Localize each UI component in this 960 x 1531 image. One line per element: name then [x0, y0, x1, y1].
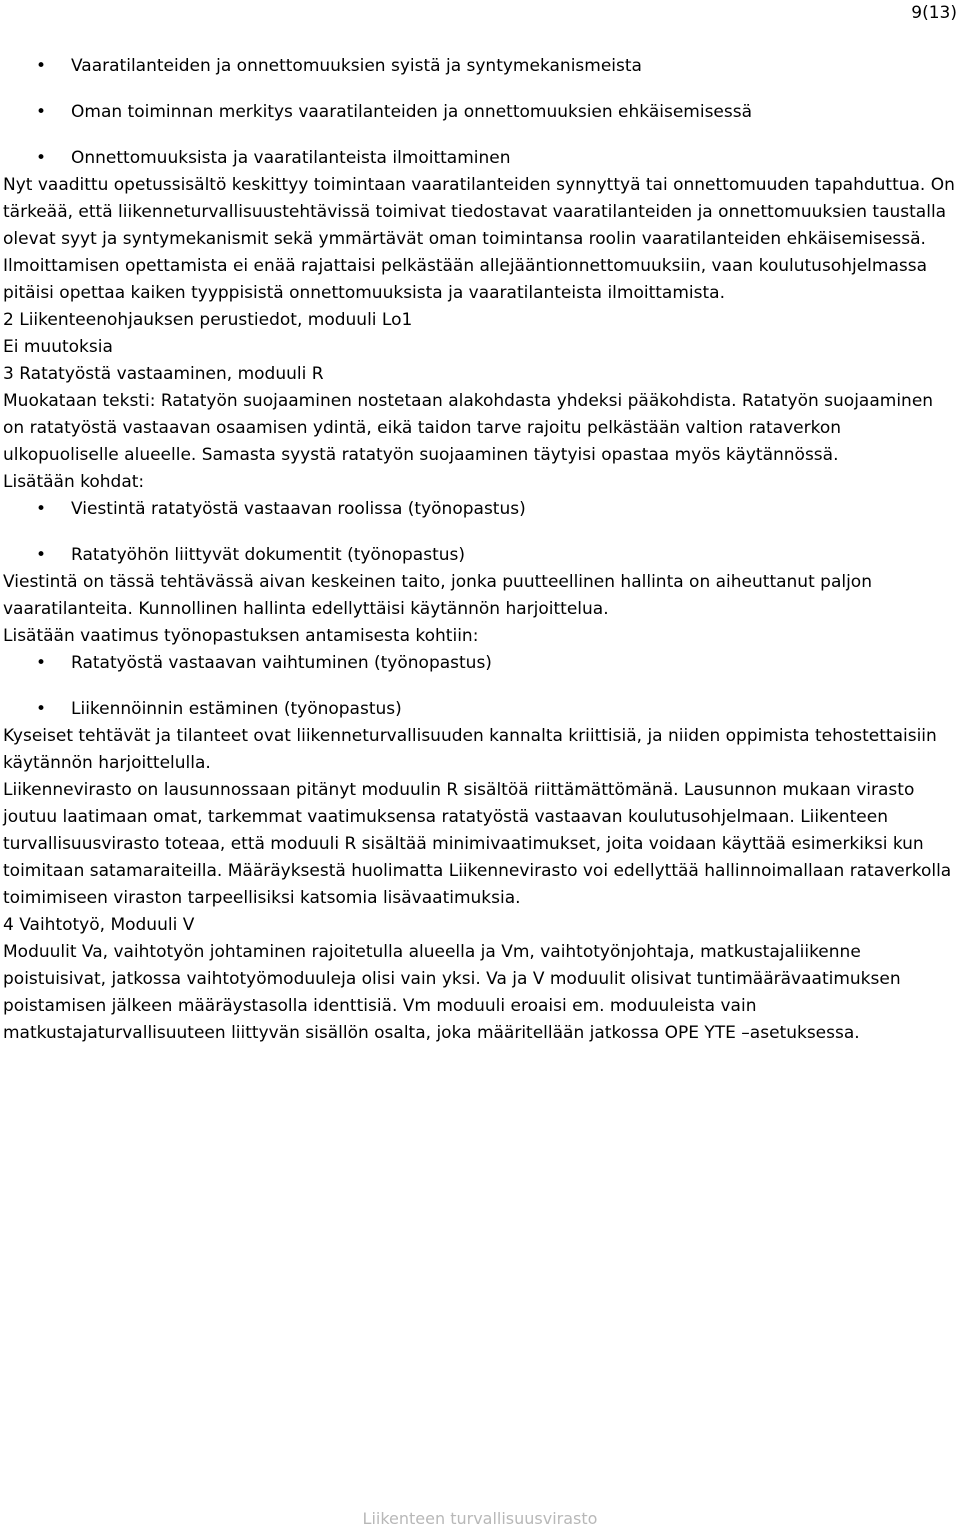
- paragraph-liikennevirasto-statement: Liikennevirasto on lausunnossaan pitänyt moduulin R sisältöä riittämättömänä. Lausunnon mukaan virasto joutuu laatimaan omat, tarkemmat vaatimuksensa ratatyöstä vastaavan koulutusohjelmaan. Liikenteen turvallisuusvirasto toteaa, että moduuli R sisältää minimivaatimukset, joita voidaan käyttää esimerkiksi kun toimitaan satamaraiteilla. Määräyksestä huolimatta Liikennevirasto voi edellyttää hallinnoimallaan rataverkolla toimimiseen viraston tarpeellisiksi katsomia lisävaatimuksia.: [3, 780, 952, 908]
- page-number: 9(13): [911, 3, 957, 23]
- list-item-text: Oman toiminnan merkitys vaaratilanteiden ja onnettomuuksien ehkäisemisessä: [71, 102, 753, 122]
- list-item: [3, 542, 957, 569]
- bullet-icon: •: [36, 545, 47, 565]
- section-heading-module-r: 3 Ratatyöstä vastaaminen, moduuli R: [3, 364, 324, 384]
- bullet-icon: •: [36, 653, 47, 673]
- list-item: [3, 496, 957, 523]
- bullet-list-requirement-targets: [3, 650, 957, 723]
- bullet-icon: •: [36, 148, 47, 168]
- list-item: [3, 145, 957, 172]
- footer-agency-name: Liikenteen turvallisuusvirasto: [362, 1509, 598, 1528]
- paragraph-teaching-content: Nyt vaadittu opetussisältö keskittyy toimintaan vaaratilanteiden synnyttyä tai onnettomuuden tapahduttua. On tärkeää, että liikenneturvallisuustehtävissä toimivat tiedostavat vaaratilanteiden ja onnettomuuksien taustalla olevat syyt ja syntymekanismit sekä ymmärtävät oman toimintansa roolin vaaratilanteiden ehkäisemisessä. Ilmoittamisen opettamista ei enää rajattaisi pelkästään allejääntionnettomuuksiin, vaan koulutusohjelmassa pitäisi opettaa kaiken tyyppisistä onnettomuuksista ja vaaratilanteista ilmoittamista.: [3, 175, 955, 303]
- paragraph-added-items: Lisätään kohdat:: [3, 472, 145, 492]
- list-item: [3, 99, 957, 126]
- paragraph-module-r-edit: Muokataan teksti: Ratatyön suojaaminen nostetaan alakohdasta yhdeksi pääkohdista. Ratatyön suojaaminen on ratatyöstä vastaavan osaamisen ydintä, eikä taidon tarve rajoitu pelkästään valtion rataverkon ulkopuoliselle alueelle. Samasta syystä ratatyön suojaaminen täytyisi opastaa myös käytännössä.: [3, 391, 934, 465]
- list-item-text: Vaaratilanteiden ja onnettomuuksien syistä ja syntymekanismeista: [71, 56, 642, 76]
- paragraph-module-v: Moduulit Va, vaihtotyön johtaminen rajoitetulla alueella ja Vm, vaihtotyönjohtaja, matkustajaliikenne poistuisivat, jatkossa vaihtotyömoduuleja olisi vain yksi. Va ja V moduulit olisivat tuntimäärävaatimuksen poistamisen jälkeen määräystasolla identtisiä. Vm moduuli eroaisi em. moduuleista vain matkustajaturvallisuuteen liittyvän sisällön osalta, joka määritellään jatkossa OPE YTE –asetuksessa.: [3, 942, 901, 1043]
- bullet-icon: •: [36, 699, 47, 719]
- bullet-icon: •: [36, 499, 47, 519]
- list-item: [3, 696, 957, 723]
- section-heading-lo1: 2 Liikenteenohjauksen perustiedot, moduuli Lo1: [3, 310, 413, 330]
- section-heading-module-v: 4 Vaihtotyö, Moduuli V: [3, 915, 195, 935]
- paragraph-critical-tasks: Kyseiset tehtävät ja tilanteet ovat liikenneturvallisuuden kannalta kriittisiä, ja niiden oppimista tehostettaisiin käytännön harjoittelulla.: [3, 726, 937, 773]
- list-item-text: Liikennöinnin estäminen (työnopastus): [71, 699, 402, 719]
- paragraph-requirement: Lisätään vaatimus työnopastuksen antamisesta kohtiin:: [3, 626, 479, 646]
- paragraph-no-changes: Ei muutoksia: [3, 337, 113, 357]
- list-item: [3, 650, 957, 677]
- list-item: [3, 53, 957, 80]
- list-item-text: Viestintä ratatyöstä vastaavan roolissa (työnopastus): [71, 499, 526, 519]
- paragraph-communication: Viestintä on tässä tehtävässä aivan keskeinen taito, jonka puutteellinen hallinta on aiheuttanut paljon vaaratilanteita. Kunnollinen hallinta edellyttäisi käytännön harjoittelua.: [3, 572, 872, 619]
- bullet-list-learning-goals: [3, 53, 957, 172]
- list-item-text: Ratatyöhön liittyvät dokumentit (työnopastus): [71, 545, 465, 565]
- bullet-icon: •: [36, 102, 47, 122]
- bullet-icon: •: [36, 56, 47, 76]
- bullet-list-added-items: [3, 496, 957, 569]
- list-item-text: Onnettomuuksista ja vaaratilanteista ilmoittaminen: [71, 148, 511, 168]
- document-body: [3, 53, 957, 1047]
- list-item-text: Ratatyöstä vastaavan vaihtuminen (työnopastus): [71, 653, 492, 673]
